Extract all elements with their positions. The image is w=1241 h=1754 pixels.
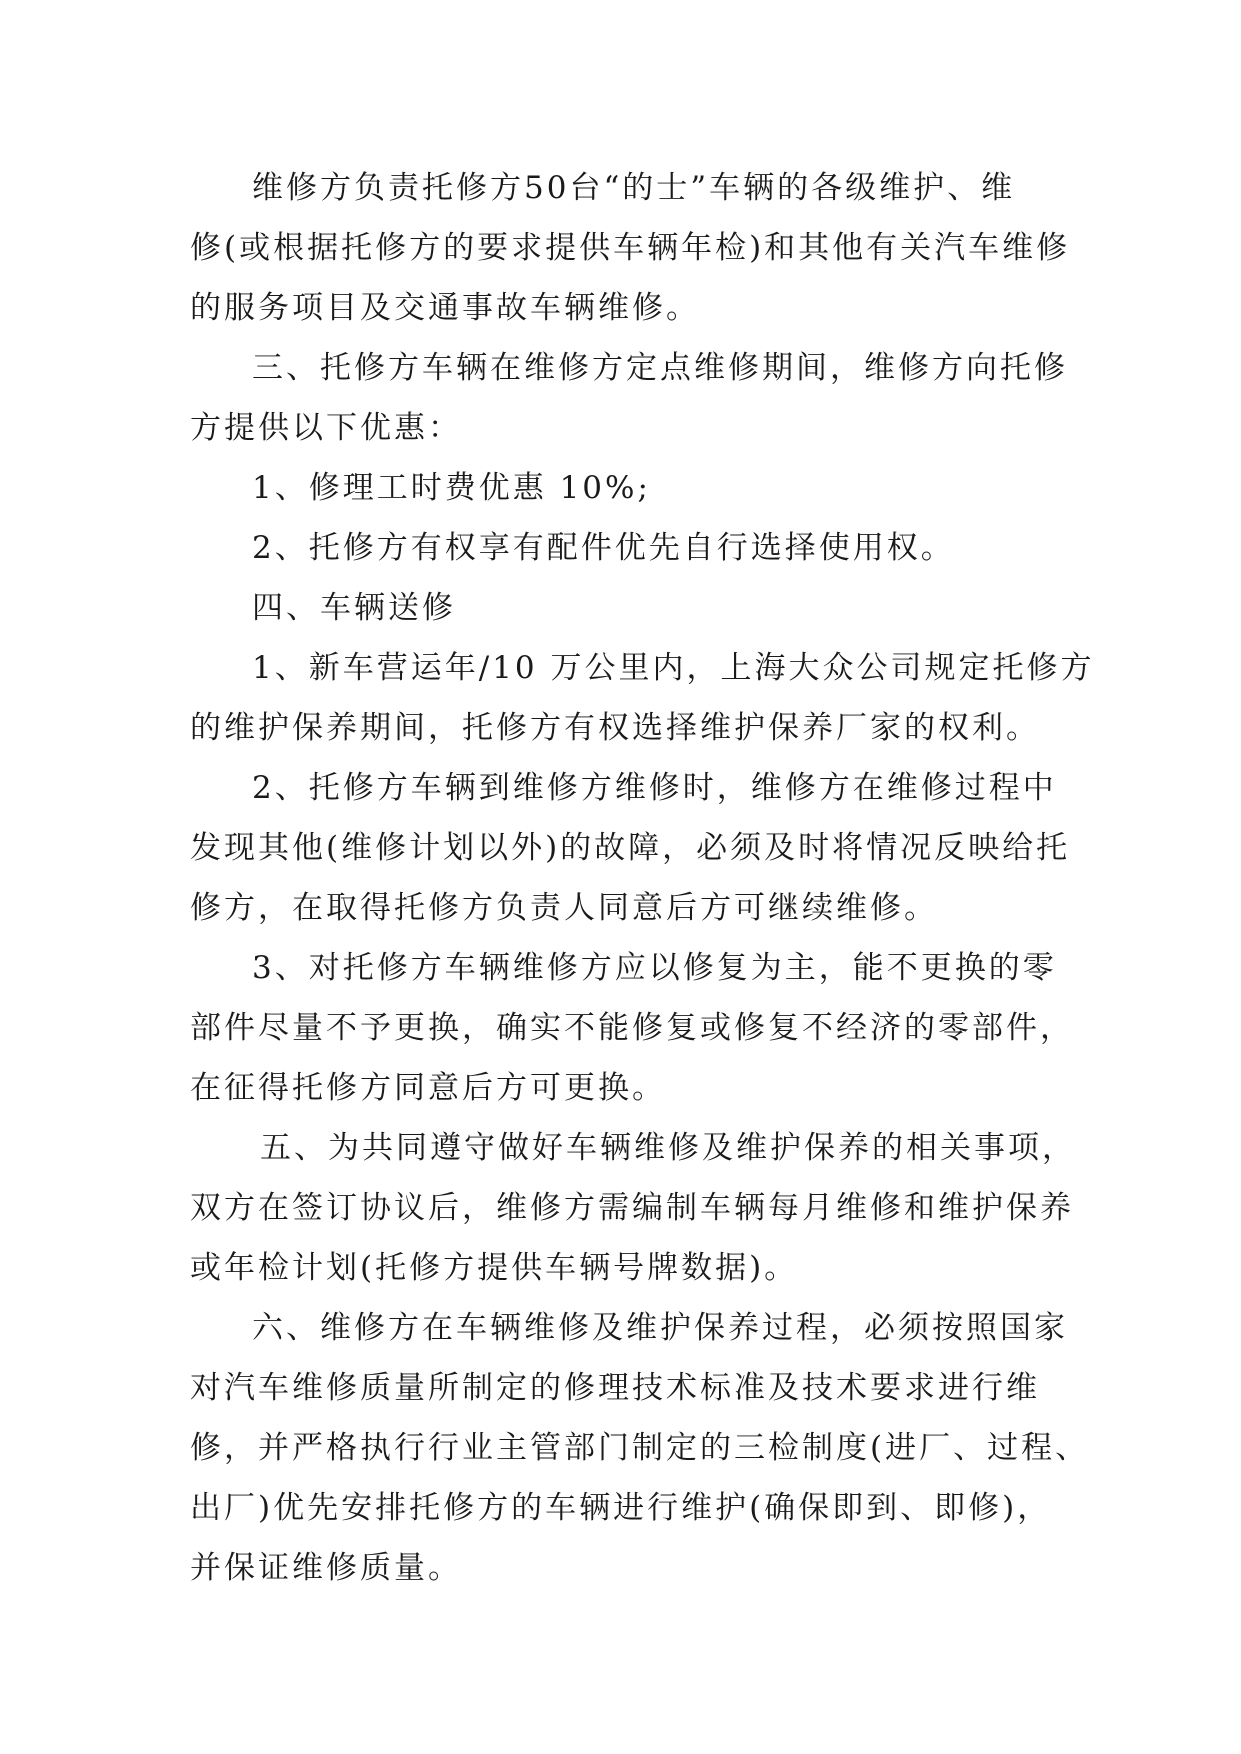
text-line: 的服务项目及交通事故车辆维修。 bbox=[190, 290, 700, 326]
text-line: 2、托修方车辆到维修方维修时，维修方在维修过程中 bbox=[252, 770, 1057, 806]
text-line: 修，并严格执行行业主管部门制定的三检制度(进厂、过程、 bbox=[190, 1430, 1090, 1466]
text-line: 维修方负责托修方50台“的士”车辆的各级维护、维 bbox=[252, 170, 1016, 206]
text-line: 修(或根据托修方的要求提供车辆年检)和其他有关汽车维修 bbox=[190, 230, 1071, 266]
text-line: 三、托修方车辆在维修方定点维修期间，维修方向托修 bbox=[252, 350, 1068, 386]
text-line: 2、托修方有权享有配件优先自行选择使用权。 bbox=[252, 530, 955, 566]
text-line: 方提供以下优惠： bbox=[190, 410, 462, 446]
text-line: 在征得托修方同意后方可更换。 bbox=[190, 1070, 666, 1106]
text-line: 发现其他(维修计划以外)的故障，必须及时将情况反映给托 bbox=[190, 830, 1071, 866]
text-line: 出厂)优先安排托修方的车辆进行维护(确保即到、即修)， bbox=[190, 1490, 1052, 1526]
text-line: 并保证维修质量。 bbox=[190, 1550, 462, 1586]
text-line: 修方，在取得托修方负责人同意后方可继续维修。 bbox=[190, 890, 938, 926]
text-line: 部件尽量不予更换，确实不能修复或修复不经济的零部件， bbox=[190, 1010, 1074, 1046]
text-line: 3、对托修方车辆维修方应以修复为主，能不更换的零 bbox=[252, 950, 1057, 986]
text-line: 五、为共同遵守做好车辆维修及维护保养的相关事项， bbox=[260, 1130, 1076, 1166]
text-line: 六、维修方在车辆维修及维护保养过程，必须按照国家 bbox=[252, 1310, 1068, 1346]
text-line: 对汽车维修质量所制定的修理技术标准及技术要求进行维 bbox=[190, 1370, 1040, 1406]
document-body bbox=[190, 158, 1095, 1598]
text-line: 1、新车营运年/10 万公里内，上海大众公司规定托修方 bbox=[252, 650, 1095, 686]
section-heading: 四、车辆送修 bbox=[252, 590, 456, 626]
text-line: 的维护保养期间，托修方有权选择维护保养厂家的权利。 bbox=[190, 710, 1040, 746]
text-line: 1、修理工时费优惠 10%; bbox=[252, 470, 651, 506]
text-line: 双方在签订协议后，维修方需编制车辆每月维修和维护保养 bbox=[190, 1190, 1074, 1226]
text-line: 或年检计划(托修方提供车辆号牌数据)。 bbox=[190, 1250, 799, 1286]
